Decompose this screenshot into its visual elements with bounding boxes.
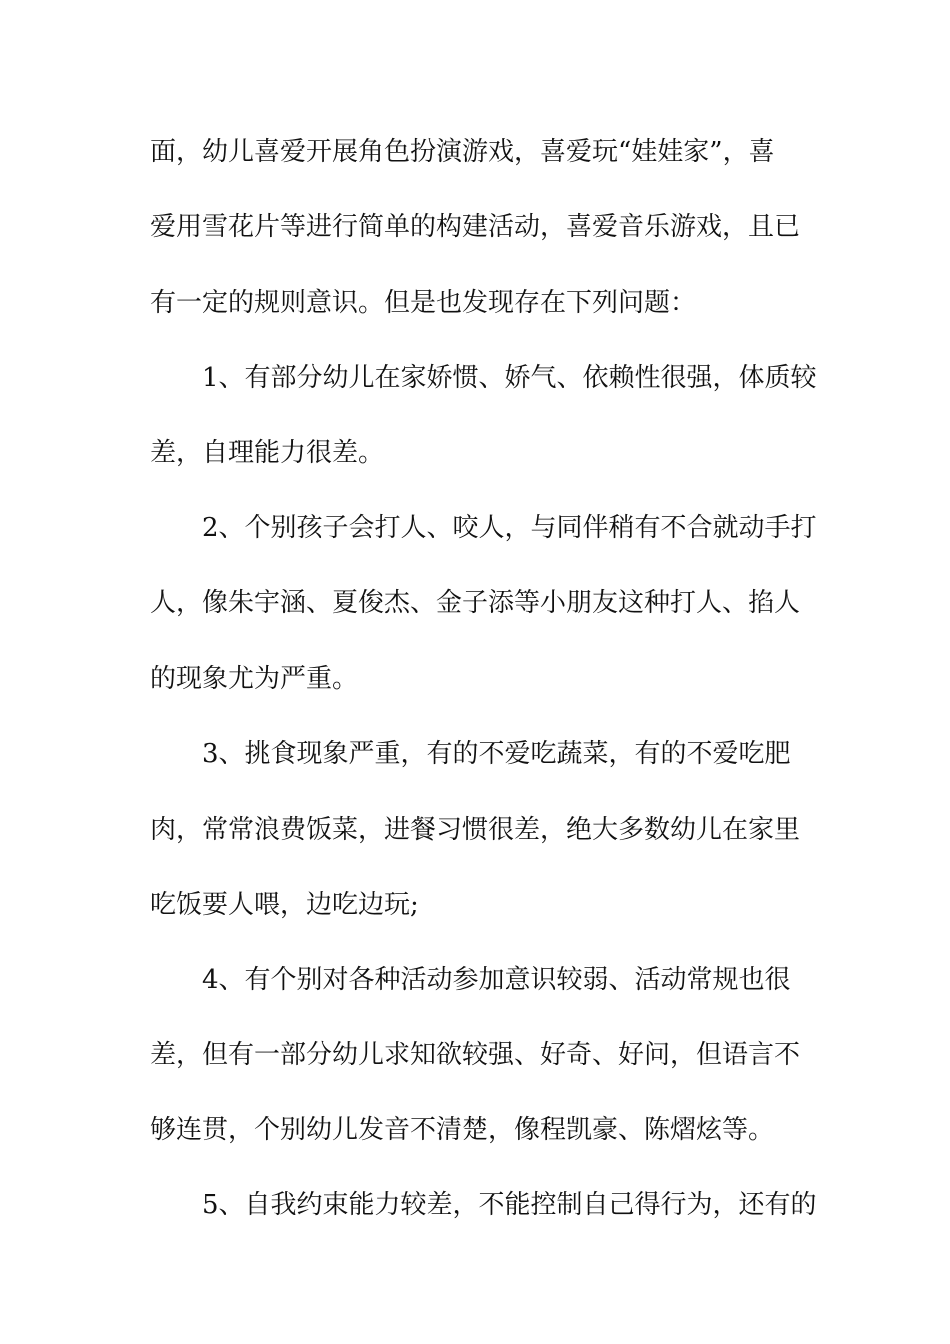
text-line: 够连贯，个别幼儿发音不清楚，像程凯豪、陈熠炫等。 (150, 1115, 775, 1145)
paragraph-4-line: 4、有个别对各种活动参加意识较弱、活动常规也很 (202, 965, 791, 995)
paragraph-3-line: 3、挑食现象严重，有的不爱吃蔬菜，有的不爱吃肥 (202, 739, 791, 769)
text-line: 吃饭要人喂，边吃边玩; (150, 890, 419, 920)
text-line: 人，像朱宇涵、夏俊杰、金子添等小朋友这种打人、掐人 (150, 588, 801, 618)
text-line: 肉，常常浪费饭菜，进餐习惯很差，绝大多数幼儿在家里 (150, 815, 801, 845)
text-line: 有一定的规则意识。但是也发现存在下列问题： (150, 288, 697, 318)
text-line: 面，幼儿喜爱开展角色扮演游戏，喜爱玩“娃娃家”，喜 (150, 137, 775, 167)
text-line: 爱用雪花片等进行简单的构建活动，喜爱音乐游戏，且已 (150, 212, 801, 242)
paragraph-5-line: 5、自我约束能力较差，不能控制自己得行为，还有的 (202, 1190, 817, 1220)
text-line: 差，自理能力很差。 (150, 438, 385, 468)
text-line: 的现象尤为严重。 (150, 664, 359, 694)
paragraph-2-line: 2、个别孩子会打人、咬人，与同伴稍有不合就动手打 (202, 513, 817, 543)
paragraph-1-line: 1、有部分幼儿在家娇惯、娇气、依赖性很强，体质较 (202, 363, 817, 393)
text-line: 差，但有一部分幼儿求知欲较强、好奇、好问，但语言不 (150, 1040, 801, 1070)
